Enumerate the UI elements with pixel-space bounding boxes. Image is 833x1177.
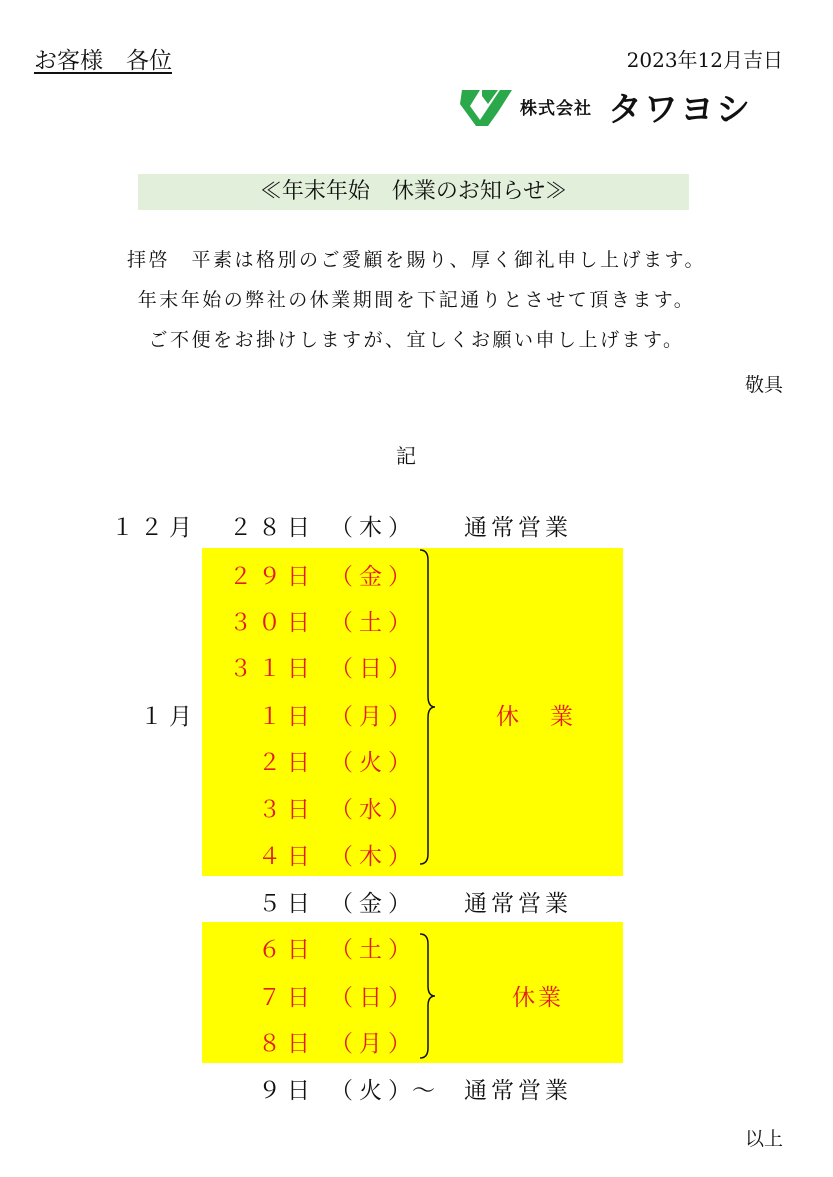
row-weekday: （金） (330, 564, 417, 590)
row-day: １日 (258, 704, 316, 730)
company-logo (458, 82, 788, 128)
ki-heading: 記 (396, 444, 416, 468)
closing-keigu: 敬具 (744, 374, 783, 396)
row-weekday: （火） (330, 1078, 417, 1104)
row-tilde: ～ (412, 1078, 435, 1104)
row-day: ６日 (258, 937, 316, 963)
row-day: ５日 (258, 891, 316, 917)
row-weekday: （日） (330, 656, 417, 682)
title-banner (138, 174, 689, 210)
row-day: ３１日 (229, 656, 316, 682)
row-weekday: （木） (330, 515, 417, 541)
tawayoshi-logo-icon (458, 82, 516, 128)
body-line-3: ご不便をお掛けしますが、宜しくお願い申し上げます。 (148, 329, 685, 351)
row-day: ２９日 (229, 564, 316, 590)
row-weekday: （月） (330, 704, 417, 730)
closed-label-1: 休 業 (496, 704, 577, 730)
row-weekday: （火） (330, 750, 417, 776)
row-day: ８日 (258, 1031, 316, 1057)
right-brace-icon (418, 548, 438, 866)
row-normal-label: 通常営業 (464, 515, 572, 541)
row-day: ９日 (258, 1078, 316, 1104)
row-day: ７日 (258, 985, 316, 1011)
closed-label-2: 休業 (512, 985, 564, 1011)
row-day: ３日 (258, 797, 316, 823)
row-weekday: （土） (330, 610, 417, 636)
company-type: 株式会社 (520, 99, 592, 119)
row-weekday: （水） (330, 797, 417, 823)
addressee: お客様 各位 (34, 48, 172, 74)
row-weekday: （木） (330, 844, 417, 870)
row-weekday: （月） (330, 1031, 417, 1057)
row-day: ２日 (258, 750, 316, 776)
end-ijou: 以上 (744, 1128, 783, 1150)
notice-title: ≪年末年始 休業のお知らせ≫ (259, 179, 568, 204)
row-weekday: （土） (330, 937, 417, 963)
body-line-2: 年末年始の弊社の休業期間を下記通りとさせて頂きます。 (137, 289, 696, 311)
row-normal-label: 通常営業 (464, 891, 572, 917)
row-normal-label: 通常営業 (464, 1078, 572, 1104)
row-weekday: （日） (330, 985, 417, 1011)
row-day: ３０日 (229, 610, 316, 636)
right-brace-icon (418, 932, 438, 1060)
month-december: １２月 (111, 515, 198, 541)
row-day: ４日 (258, 844, 316, 870)
company-name: タワヨシ (608, 90, 752, 130)
body-line-1: 拝啓 平素は格別のご愛顧を賜り、厚く御礼申し上げます。 (127, 249, 706, 271)
row-weekday: （金） (330, 891, 417, 917)
row-day: ２８日 (229, 515, 316, 541)
issue-date: 2023年12月吉日 (626, 48, 783, 72)
month-january: １月 (140, 704, 198, 730)
